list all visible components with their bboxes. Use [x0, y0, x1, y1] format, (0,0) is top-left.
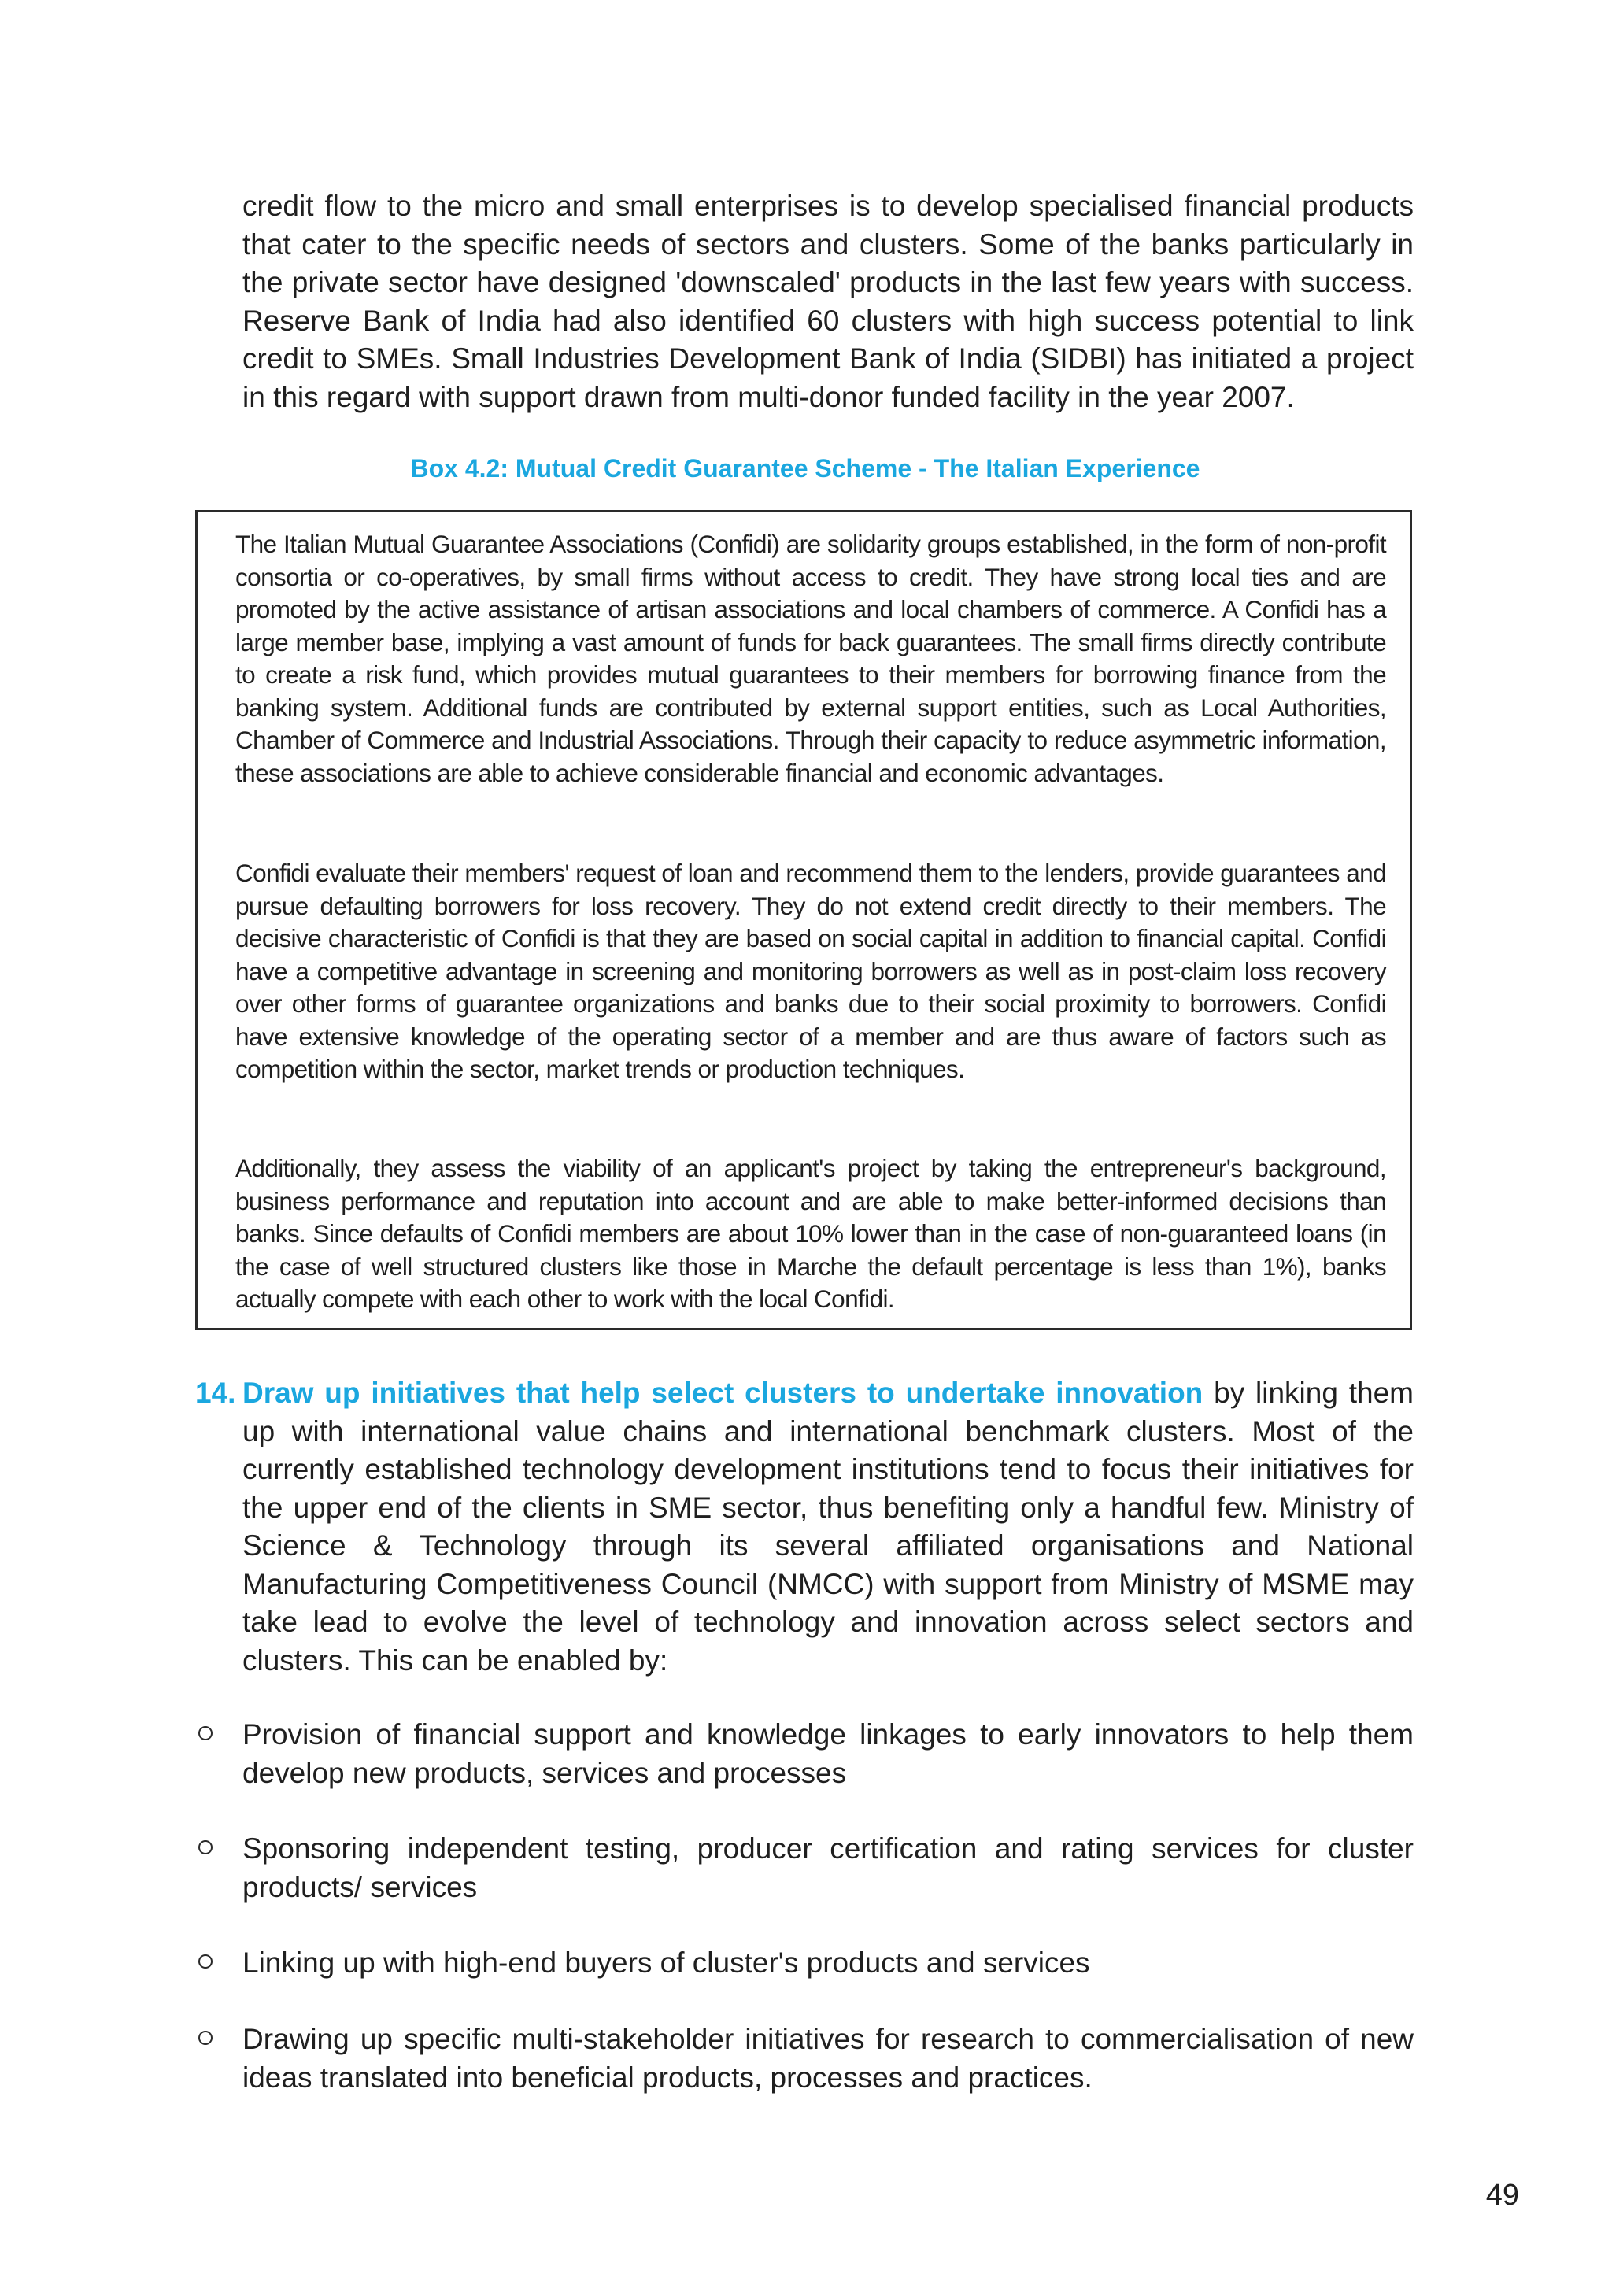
- item-text: by linking them up with international value chains and international benchmark clusters. Most of the currently established technology development institutions tend to focus their initiatives for the upper end of the clients in SME sector, thus benefiting only a handful few. Ministry of Science & Technology through its several affiliated organisations and National Manufacturing Competitiveness Council (NMCC) with support from Ministry of MSME may take lead to evolve the level of technology and innovation across select sectors and clusters. This can be enabled by:: [242, 1377, 1414, 1677]
- bullet-item: [195, 2021, 1414, 2097]
- bullet-item: [195, 1830, 1414, 1906]
- bullet-text: Drawing up specific multi-stakeholder initiatives for research to commercialisation of new ideas translated into beneficial products, processes and practices.: [242, 2023, 1414, 2094]
- info-box: [195, 510, 1412, 1330]
- box-paragraph-2: Confidi evaluate their members' request of loan and recommend them to the lenders, provide guarantees and pursue defaulting borrowers for loss recovery. They do not extend credit directly to their members. The decisive characteristic of Confidi is that they are based on social capital in addition to financial capital. Confidi have a competitive advantage in screening and monitoring borrowers as well as in post-claim loss recovery over other forms of guarantee organizations and banks due to their social proximity to borrowers. Confidi have extensive knowledge of the operating sector of a member and are thus aware of factors such as competition within the sector, market trends or production techniques.: [235, 859, 1386, 1083]
- hollow-circle-bullet-icon: [198, 2031, 213, 2045]
- hollow-circle-bullet-icon: [198, 1726, 213, 1740]
- bullet-text: Linking up with high-end buyers of cluster's products and services: [242, 1947, 1090, 1979]
- box-title: Box 4.2: Mutual Credit Guarantee Scheme - The Italian Experience: [410, 454, 1200, 482]
- bullet-text: Provision of financial support and knowledge linkages to early innovators to help them develop new products, services and processes: [242, 1718, 1414, 1789]
- bullet-text: Sponsoring independent testing, producer certification and rating services for cluster products/ services: [242, 1832, 1414, 1903]
- item-lead: Draw up initiatives that help select clusters to undertake innovation: [242, 1377, 1203, 1409]
- item-number: 14.: [195, 1377, 236, 1409]
- hollow-circle-bullet-icon: [198, 1840, 213, 1854]
- bullet-item: [195, 1944, 1414, 1983]
- page-number: 49: [1485, 2179, 1519, 2212]
- bullet-item: [195, 1716, 1414, 1792]
- numbered-item-14: [195, 1374, 1414, 1680]
- hollow-circle-bullet-icon: [198, 1954, 213, 1969]
- box-paragraph-1: The Italian Mutual Guarantee Associations (Confidi) are solidarity groups established, in the form of non-profit consortia or co-operatives, by small firms without access to credit. They have strong local ties and are promoted by the active assistance of artisan associations and local chambers of commerce. A Confidi has a large member base, implying a vast amount of funds for back guarantees. The small firms directly contribute to create a risk fund, which provides mutual guarantees to their members for borrowing finance from the banking system. Additional funds are contributed by external support entities, such as Local Authorities, Chamber of Commerce and Industrial Associations. Through their capacity to reduce asymmetric information, these associations are able to achieve considerable financial and economic advantages.: [235, 530, 1386, 787]
- box-paragraph-3: Additionally, they assess the viability of an applicant's project by taking the entrepreneur's background, business performance and reputation into account and are able to make better-informed decisions than banks. Since defaults of Confidi members are about 10% lower than in the case of non-guaranteed loans (in the case of well structured clusters like those in Marche the default percentage is less than 1%), banks actually compete with each other to work with the local Confidi.: [235, 1154, 1386, 1313]
- item-body: [242, 1374, 1414, 1680]
- intro-paragraph: credit flow to the micro and small enterprises is to develop specialised financial products that cater to the specific needs of sectors and clusters. Some of the banks particularly in the private sector have designed 'downscaled' products in the last few years with success. Reserve Bank of India had also identified 60 clusters with high success potential to link credit to SMEs. Small Industries Development Bank of India (SIDBI) has initiated a project in this regard with support drawn from multi-donor funded facility in the year 2007.: [242, 190, 1414, 413]
